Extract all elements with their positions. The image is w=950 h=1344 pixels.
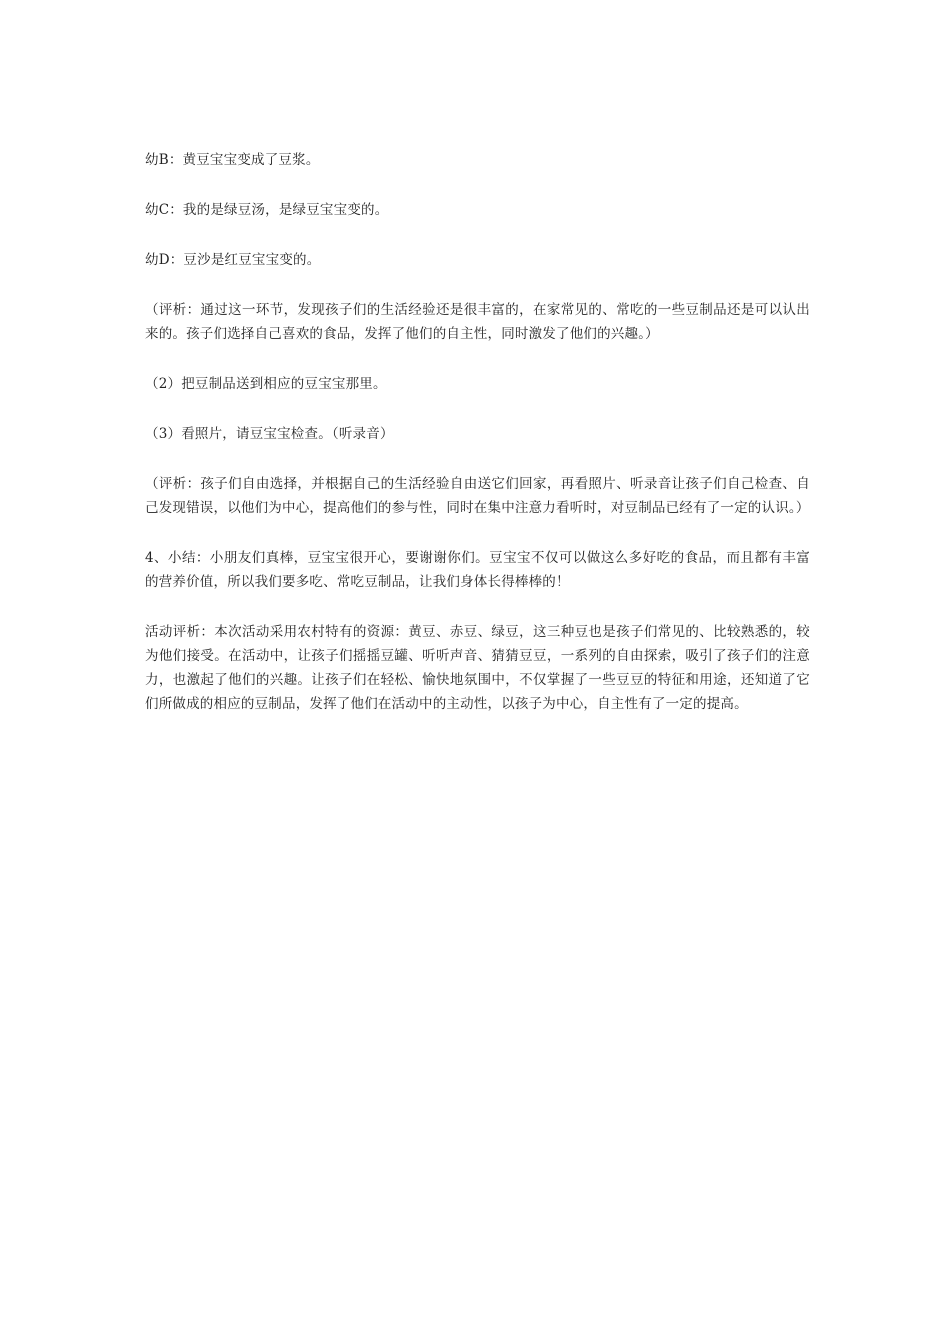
commentary-paragraph-2: （评析：孩子们自由选择，并根据自己的生活经验自由送它们回家，再看照片、听录音让孩子们自己检查、自己发现错误，以他们为中心，提高他们的参与性，同时在集中注意力看听时，对豆制品已经有了一定的认识。） xyxy=(145,476,810,516)
summary-paragraph: 4、小结：小朋友们真棒，豆宝宝很开心，要谢谢你们。豆宝宝不仅可以做这么多好吃的食品，而且都有丰富的营养价值，所以我们要多吃、常吃豆制品，让我们身体长得棒棒的！ xyxy=(145,550,810,590)
step-3-paragraph: （3）看照片，请豆宝宝检查。（听录音） xyxy=(145,426,394,442)
document-page xyxy=(145,148,810,742)
dialogue-line-b: 幼B：黄豆宝宝变成了豆浆。 xyxy=(145,152,320,168)
commentary-paragraph-1: （评析：通过这一环节，发现孩子们的生活经验还是很丰富的，在家常见的、常吃的一些豆制品还是可以认出来的。孩子们选择自己喜欢的食品，发挥了他们的自主性，同时激发了他们的兴趣。） xyxy=(145,302,810,342)
dialogue-line-c: 幼C：我的是绿豆汤，是绿豆宝宝变的。 xyxy=(145,202,389,218)
dialogue-line-d: 幼D：豆沙是红豆宝宝变的。 xyxy=(145,252,321,268)
step-2-paragraph: （2）把豆制品送到相应的豆宝宝那里。 xyxy=(145,376,387,392)
activity-evaluation-paragraph: 活动评析：本次活动采用农村特有的资源：黄豆、赤豆、绿豆，这三种豆也是孩子们常见的、比较熟悉的，较为他们接受。在活动中，让孩子们摇摇豆罐、听听声音、猜猜豆豆，一系列的自由探索，吸引了孩子们的注意力，也激起了他们的兴趣。让孩子们在轻松、愉快地氛围中，不仅掌握了一些豆豆的特征和用途，还知道了它们所做成的相应的豆制品，发挥了他们在活动中的主动性，以孩子为中心，自主性有了一定的提高。 xyxy=(145,624,810,712)
